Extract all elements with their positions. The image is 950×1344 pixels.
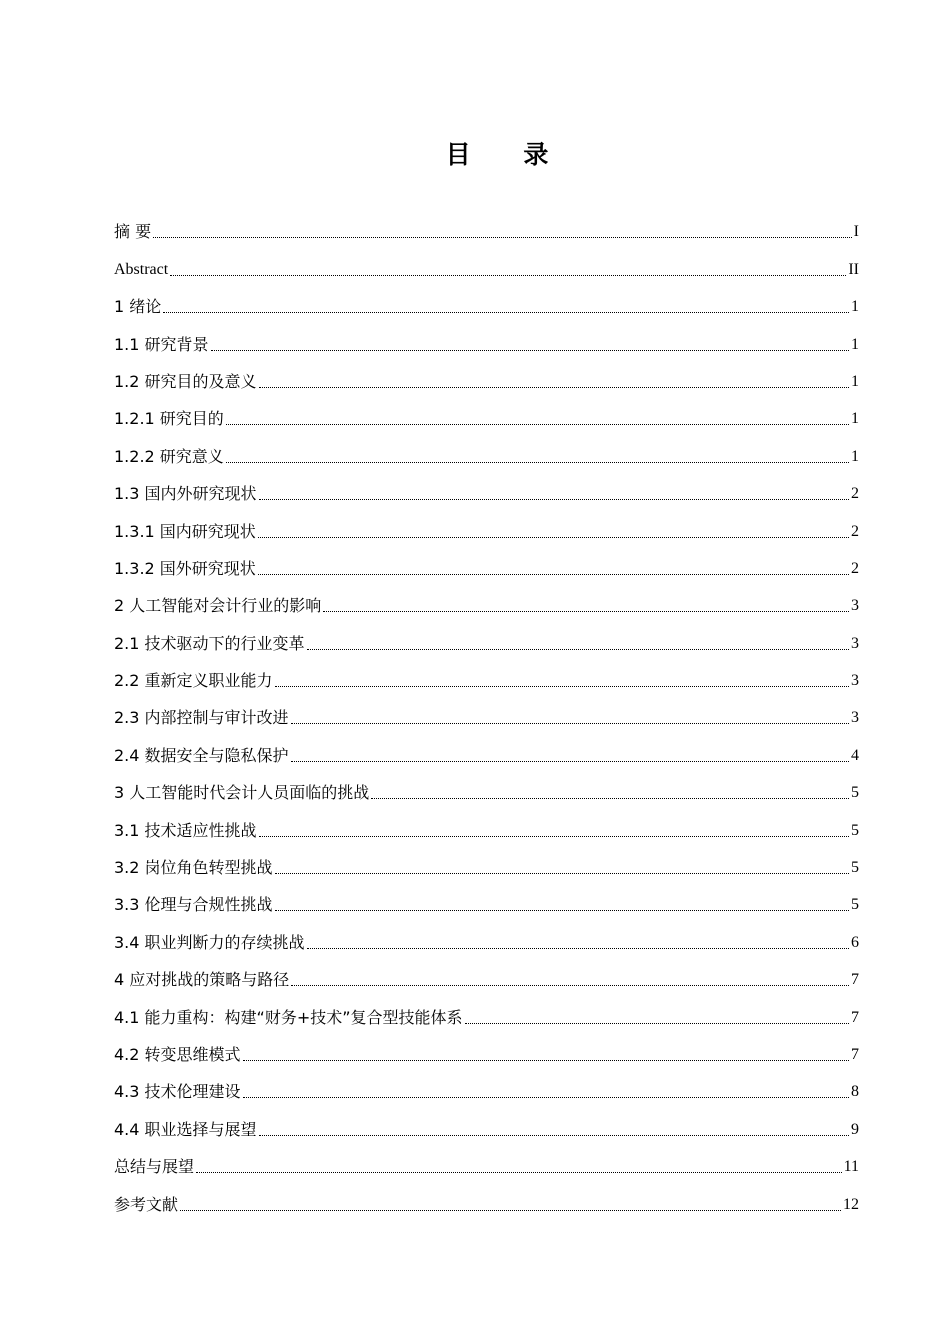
toc-dot-leader: [291, 723, 849, 724]
toc-entry[interactable]: [114, 587, 859, 624]
toc-entry-page-number: 5: [851, 896, 859, 914]
toc-entry-page-number: 8: [851, 1083, 859, 1101]
toc-entry[interactable]: [114, 475, 859, 512]
toc-dot-leader: [465, 1023, 849, 1024]
toc-entry-page-number: 1: [851, 298, 859, 316]
toc-entry[interactable]: [114, 400, 859, 437]
toc-entry[interactable]: [114, 886, 859, 923]
toc-entry-label: 1.3 国内外研究现状: [114, 484, 257, 504]
toc-entry-page-number: 9: [851, 1120, 859, 1138]
toc-entry-page-number: 7: [851, 971, 859, 989]
toc-entry-page-number: 1: [851, 447, 859, 465]
toc-entry[interactable]: [114, 961, 859, 998]
toc-entry-label: 3.2 岗位角色转型挑战: [114, 858, 273, 878]
table-of-contents: [114, 213, 859, 1223]
toc-entry-label: 1.1 研究背景: [114, 334, 209, 354]
toc-entry[interactable]: [114, 1185, 859, 1222]
toc-entry[interactable]: [114, 213, 859, 250]
toc-dot-leader: [259, 836, 849, 837]
toc-entry-page-number: II: [848, 260, 859, 278]
toc-entry-page-number: 5: [851, 784, 859, 802]
toc-entry[interactable]: [114, 662, 859, 699]
toc-entry-label: 总结与展望: [114, 1157, 195, 1177]
toc-entry-label: 1.3.1 国内研究现状: [114, 521, 256, 541]
toc-dot-leader: [243, 1097, 849, 1098]
toc-dot-leader: [180, 1210, 841, 1211]
toc-dot-leader: [196, 1172, 842, 1173]
toc-entry-page-number: 1: [851, 410, 859, 428]
toc-entry[interactable]: [114, 325, 859, 362]
toc-dot-leader: [307, 649, 849, 650]
toc-entry-label: 2.3 内部控制与审计改进: [114, 708, 289, 728]
toc-entry[interactable]: [114, 998, 859, 1035]
toc-entry[interactable]: [114, 736, 859, 773]
toc-entry[interactable]: [114, 1110, 859, 1147]
toc-entry-label: 4 应对挑战的策略与路径: [114, 970, 290, 990]
toc-entry[interactable]: [114, 699, 859, 736]
toc-entry[interactable]: [114, 811, 859, 848]
toc-dot-leader: [258, 537, 849, 538]
toc-entry[interactable]: [114, 1073, 859, 1110]
toc-entry-page-number: 3: [851, 634, 859, 652]
toc-entry-page-number: 2: [851, 485, 859, 503]
toc-entry[interactable]: [114, 624, 859, 661]
toc-entry-label: 4.2 转变思维模式: [114, 1044, 241, 1064]
toc-entry-label: 1 绪论: [114, 297, 162, 317]
toc-dot-leader: [291, 761, 849, 762]
toc-entry-label: 1.2.2 研究意义: [114, 446, 224, 466]
toc-entry-page-number: 2: [851, 522, 859, 540]
toc-entry[interactable]: [114, 1148, 859, 1185]
toc-entry[interactable]: [114, 512, 859, 549]
toc-dot-leader: [275, 910, 849, 911]
toc-dot-leader: [226, 424, 849, 425]
toc-dot-leader: [259, 1135, 849, 1136]
toc-entry[interactable]: [114, 550, 859, 587]
toc-dot-leader: [226, 462, 849, 463]
toc-entry-page-number: 7: [851, 1045, 859, 1063]
toc-entry[interactable]: [114, 774, 859, 811]
toc-entry-label: 3.4 职业判断力的存续挑战: [114, 932, 305, 952]
toc-entry-label: Abstract: [114, 260, 169, 278]
toc-dot-leader: [259, 499, 849, 500]
toc-dot-leader: [371, 798, 849, 799]
toc-entry[interactable]: [114, 250, 859, 287]
toc-entry-page-number: 7: [851, 1008, 859, 1026]
toc-entry[interactable]: [114, 288, 859, 325]
toc-dot-leader: [243, 1060, 849, 1061]
toc-entry[interactable]: [114, 363, 859, 400]
toc-dot-leader: [211, 350, 849, 351]
toc-entry-label: 4.3 技术伦理建设: [114, 1082, 241, 1102]
toc-entry-label: 2.2 重新定义职业能力: [114, 671, 273, 691]
toc-entry-page-number: 1: [851, 372, 859, 390]
toc-entry-page-number: 6: [851, 933, 859, 951]
toc-dot-leader: [258, 574, 849, 575]
toc-entry-label: 摘 要: [114, 222, 152, 242]
toc-dot-leader: [170, 275, 846, 276]
toc-dot-leader: [275, 686, 849, 687]
toc-dot-leader: [307, 948, 849, 949]
toc-entry-page-number: 3: [851, 709, 859, 727]
toc-entry-page-number: 4: [851, 746, 859, 764]
page-title: 目 录: [445, 139, 571, 169]
toc-dot-leader: [163, 312, 849, 313]
toc-entry-label: 4.1 能力重构：构建“财务+技术”复合型技能体系: [114, 1007, 463, 1027]
toc-entry-page-number: 3: [851, 597, 859, 615]
toc-entry-page-number: 2: [851, 559, 859, 577]
toc-dot-leader: [259, 387, 849, 388]
toc-entry[interactable]: [114, 923, 859, 960]
toc-entry-page-number: I: [853, 223, 859, 241]
toc-dot-leader: [153, 237, 852, 238]
toc-entry-label: 2 人工智能对会计行业的影响: [114, 596, 322, 616]
toc-entry-page-number: 1: [851, 335, 859, 353]
toc-entry-page-number: 5: [851, 821, 859, 839]
toc-entry-page-number: 11: [843, 1158, 859, 1176]
toc-dot-leader: [275, 873, 849, 874]
toc-entry-page-number: 3: [851, 672, 859, 690]
toc-entry-label: 2.1 技术驱动下的行业变革: [114, 633, 305, 653]
toc-entry[interactable]: [114, 1036, 859, 1073]
toc-entry-label: 3.1 技术适应性挑战: [114, 820, 257, 840]
toc-entry[interactable]: [114, 437, 859, 474]
toc-dot-leader: [323, 611, 849, 612]
toc-entry-label: 1.2 研究目的及意义: [114, 371, 257, 391]
toc-entry-label: 3 人工智能时代会计人员面临的挑战: [114, 783, 370, 803]
toc-entry-label: 参考文献: [114, 1194, 179, 1214]
toc-entry[interactable]: [114, 849, 859, 886]
toc-entry-label: 1.3.2 国外研究现状: [114, 558, 256, 578]
toc-entry-page-number: 5: [851, 859, 859, 877]
toc-entry-label: 2.4 数据安全与隐私保护: [114, 745, 289, 765]
toc-entry-label: 1.2.1 研究目的: [114, 409, 224, 429]
toc-dot-leader: [291, 985, 849, 986]
toc-entry-page-number: 12: [843, 1195, 859, 1213]
toc-entry-label: 4.4 职业选择与展望: [114, 1119, 257, 1139]
toc-entry-label: 3.3 伦理与合规性挑战: [114, 895, 273, 915]
